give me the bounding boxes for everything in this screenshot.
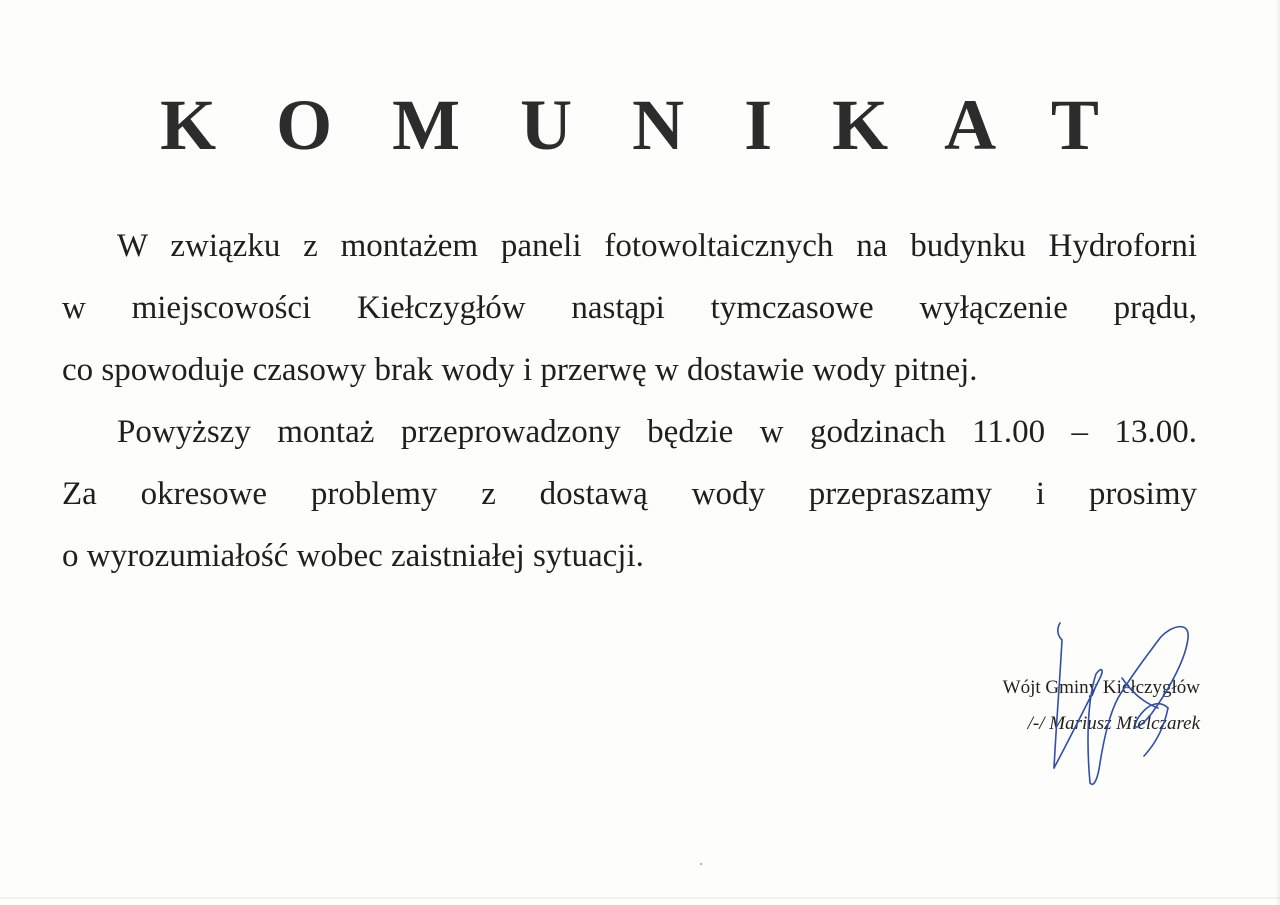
paragraph-line: co spowoduje czasowy brak wody i przerwę w dostawie wody pitnej. (62, 352, 978, 388)
paragraph-2 (62, 401, 1197, 587)
paragraph-line: W związku z montażem paneli fotowoltaicznych na budynku Hydroforni (117, 228, 1197, 264)
paragraph-line: Za okresowe problemy z dostawą wody przepraszamy i prosimy (62, 476, 1197, 512)
handwritten-signature-icon (1030, 618, 1200, 793)
paragraph-1 (62, 215, 1197, 401)
paragraph-line: w miejscowości Kiełczygłów nastąpi tymczasowe wyłączenie prądu, (62, 290, 1197, 326)
document-body (62, 215, 1197, 587)
signatory-office: Wójt Gminy Kiełczygłów (1002, 677, 1200, 698)
document-title: K O M U N I K A T (160, 85, 1120, 165)
paragraph-line: Powyższy montaż przeprowadzony będzie w godzinach 11.00 – 13.00. (117, 414, 1197, 450)
scan-speck (700, 863, 702, 865)
paragraph-line: o wyrozumiałość wobec zaistniałej sytuacji. (62, 538, 644, 574)
signatory-name: /-/ Mariusz Mielczarek (1027, 713, 1200, 734)
scan-bottom-line (0, 897, 1280, 899)
